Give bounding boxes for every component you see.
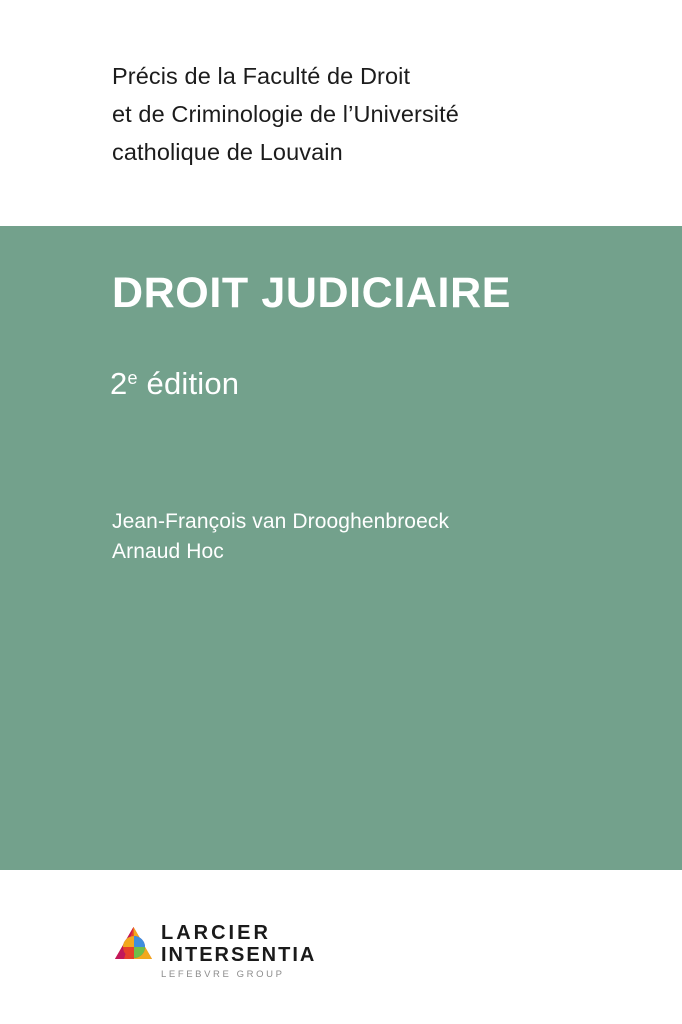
publisher-tagline: LEFEBVRE GROUP	[161, 969, 285, 980]
publisher-name	[161, 922, 316, 983]
series-band	[0, 0, 682, 226]
series-title-line-3: catholique de Louvain	[112, 139, 343, 165]
author-name-2: Arnaud Hoc	[112, 540, 224, 563]
series-title-line-2: et de Criminologie de l’Université	[112, 101, 459, 127]
publisher-band	[0, 870, 682, 1024]
edition-label: édition	[146, 366, 240, 401]
publisher-logo	[113, 922, 573, 992]
publisher-name-line-1: LARCIER	[161, 922, 271, 944]
author-name-1: Jean-François van Drooghenbroeck	[112, 510, 450, 533]
edition-statement	[110, 366, 239, 402]
title-panel	[0, 226, 682, 870]
series-title-line-1: Précis de la Faculté de Droit	[112, 63, 411, 89]
publisher-name-line-2: INTERSENTIA	[161, 944, 317, 966]
series-title	[112, 57, 612, 171]
author-list	[112, 507, 449, 567]
larcier-triangle-logo-icon	[113, 925, 155, 967]
edition-ordinal-suffix: e	[127, 367, 138, 388]
edition-number: 2	[110, 366, 128, 401]
book-title: DROIT JUDICIAIRE	[112, 269, 512, 317]
